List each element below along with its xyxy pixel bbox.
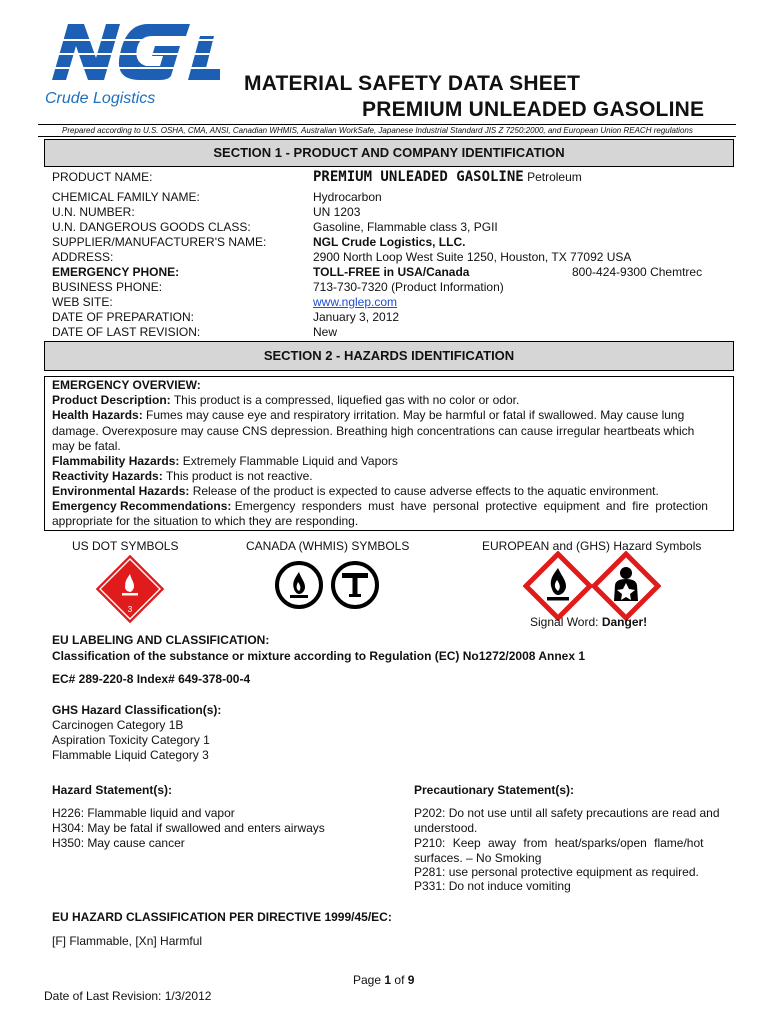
reactivity-hazards-label: Reactivity Hazards:	[52, 469, 163, 483]
section-2-header: SECTION 2 - HAZARDS IDENTIFICATION	[44, 341, 734, 371]
hazard-statements-heading: Hazard Statement(s):	[52, 783, 173, 797]
website-link[interactable]: www.nglep.com	[313, 295, 398, 309]
ghs-classification-item: Carcinogen Category 1B	[52, 718, 184, 732]
field-label: SUPPLIER/MANUFACTURER'S NAME:	[52, 235, 267, 249]
field-label: DATE OF LAST REVISION:	[52, 325, 201, 339]
flammability-hazards-label: Flammability Hazards:	[52, 454, 180, 468]
ghs-classification-item: Aspiration Toxicity Category 1	[52, 733, 210, 747]
eu-directive-value: [F] Flammable, [Xn] Harmful	[52, 934, 203, 948]
health-hazards-line: damage. Overexposure may cause CNS depression. Breathing high concentrations can cause irregular heartbeats which	[52, 424, 695, 438]
emergency-recommendations	[52, 499, 727, 514]
product-description	[52, 393, 519, 408]
ec-index-number: EC# 289-220-8 Index# 649-378-00-4	[52, 672, 251, 686]
product-description-text: This product is a compressed, liquefied gas with no color or odor.	[173, 393, 520, 407]
health-hazards-line: may be fatal.	[52, 439, 121, 453]
field-value: TOLL-FREE in USA/Canada	[313, 265, 470, 279]
footer-revision-date: Date of Last Revision: 1/3/2012	[44, 989, 212, 1003]
company-logo	[40, 18, 220, 88]
product-description-label: Product Description:	[52, 393, 171, 407]
field-value: 2900 North Loop West Suite 1250, Houston, TX 77092 USA	[313, 250, 632, 264]
field-value: Gasoline, Flammable class 3, PGII	[313, 220, 498, 234]
field-value: New	[313, 325, 338, 339]
product-name-suffix: Petroleum	[527, 170, 582, 184]
section-1-header: SECTION 1 - PRODUCT AND COMPANY IDENTIFICATION	[44, 139, 734, 167]
field-label: DATE OF PREPARATION:	[52, 310, 195, 324]
field-label: U.N. NUMBER:	[52, 205, 135, 219]
canada-whmis-symbols-label: CANADA (WHMIS) SYMBOLS	[246, 539, 410, 553]
ghs-classification-item: Flammable Liquid Category 3	[52, 748, 209, 762]
ghs-classification-heading: GHS Hazard Classification(s):	[52, 703, 222, 717]
whmis-toxic-icon	[330, 560, 380, 610]
ghs-health-hazard-icon	[591, 551, 661, 621]
field-value: Hydrocarbon	[313, 190, 382, 204]
reactivity-hazards-text: This product is not reactive.	[165, 469, 313, 483]
signal-word-label: Signal Word:	[530, 615, 599, 629]
page-current: 1	[384, 973, 392, 987]
field-label: ADDRESS:	[52, 250, 114, 264]
environmental-hazards	[52, 484, 659, 499]
field-value: January 3, 2012	[313, 310, 400, 324]
health-hazards-text: Fumes may cause eye and respiratory irritation. May be harmful or fatal if swallowed. May cause lung	[146, 408, 685, 422]
product-title: PREMIUM UNLEADED GASOLINE	[362, 98, 705, 121]
field-label: BUSINESS PHONE:	[52, 280, 163, 294]
page-label: Page	[353, 973, 382, 987]
european-ghs-symbols-label: EUROPEAN and (GHS) Hazard Symbols	[482, 539, 702, 553]
header-divider	[38, 124, 736, 125]
signal-word-value: Danger!	[601, 615, 648, 629]
flammability-hazards-text: Extremely Flammable Liquid and Vapors	[182, 454, 398, 468]
field-value: NGL Crude Logistics, LLC.	[313, 235, 466, 249]
emergency-overview-heading: EMERGENCY OVERVIEW:	[52, 378, 201, 392]
product-name-label: PRODUCT NAME:	[52, 170, 153, 184]
precautionary-statement-line: P210: Keep away from heat/sparks/open flame/hot	[414, 836, 704, 850]
product-name-value	[313, 169, 582, 185]
dot-class-number: 3	[127, 605, 133, 614]
field-value: 713-730-7320 (Product Information)	[313, 280, 504, 294]
prepared-note: Prepared according to U.S. OSHA, CMA, ANSI, Canadian WHMIS, Australian WorkSafe, Japanese Industrial Standard JIS Z 7250:2000, and European Union REACH regulations	[62, 126, 693, 135]
hazard-statement-item: H226: Flammable liquid and vapor	[52, 806, 235, 820]
eu-labeling-heading: EU LABELING AND CLASSIFICATION:	[52, 633, 270, 647]
precautionary-statement-line: P281: use personal protective equipment as required.	[414, 865, 699, 879]
eu-classification-text: Classification of the substance or mixture according to Regulation (EC) No1272/2008 Annex 1	[52, 649, 586, 663]
environmental-hazards-label: Environmental Hazards:	[52, 484, 190, 498]
health-hazards-label: Health Hazards:	[52, 408, 143, 422]
us-dot-symbols-label: US DOT SYMBOLS	[72, 539, 179, 553]
ngl-logo-mark	[40, 18, 220, 88]
field-label: CHEMICAL FAMILY NAME:	[52, 190, 200, 204]
hazard-statement-item: H304: May be fatal if swallowed and enters airways	[52, 821, 325, 835]
signal-word	[530, 615, 647, 630]
flammability-hazards	[52, 454, 398, 469]
field-value: UN 1203	[313, 205, 361, 219]
field-label: U.N. DANGEROUS GOODS CLASS:	[52, 220, 251, 234]
precautionary-statement-line: P202: Do not use until all safety precautions are read and	[414, 806, 720, 820]
ghs-flammable-icon	[523, 551, 593, 621]
header-divider-2	[38, 136, 736, 137]
logo-subtitle: Crude Logistics	[45, 90, 156, 107]
health-hazards	[52, 408, 727, 423]
reactivity-hazards	[52, 469, 313, 484]
field-label: WEB SITE:	[52, 295, 113, 309]
emergency-recommendations-line: appropriate for the situation to which they are responding.	[52, 514, 359, 528]
precautionary-statement-line: understood.	[414, 821, 478, 835]
whmis-flammable-icon	[274, 560, 324, 610]
page-indicator	[353, 973, 414, 988]
document-title: MATERIAL SAFETY DATA SHEET	[244, 72, 581, 95]
eu-directive-heading: EU HAZARD CLASSIFICATION PER DIRECTIVE 1999/45/EC:	[52, 910, 392, 924]
emergency-recommendations-label: Emergency Recommendations:	[52, 499, 232, 513]
emergency-recommendations-text: Emergency responders must have personal protective equipment and fire protection	[234, 499, 708, 513]
hazard-statement-item: H350: May cause cancer	[52, 836, 185, 850]
precautionary-statement-line: P331: Do not induce vomiting	[414, 879, 571, 893]
precautionary-statement-line: surfaces. – No Smoking	[414, 851, 542, 865]
environmental-hazards-text: Release of the product is expected to cause adverse effects to the aquatic environment.	[192, 484, 659, 498]
field-label: EMERGENCY PHONE:	[52, 265, 180, 279]
page-of: of	[394, 973, 405, 987]
page-total: 9	[407, 973, 415, 987]
chemtrec-phone: 800-424-9300 Chemtrec	[572, 265, 703, 279]
product-name-text: PREMIUM UNLEADED GASOLINE	[313, 169, 524, 185]
dot-flammable-placard-icon	[93, 552, 167, 626]
precautionary-statements-heading: Precautionary Statement(s):	[414, 783, 575, 797]
